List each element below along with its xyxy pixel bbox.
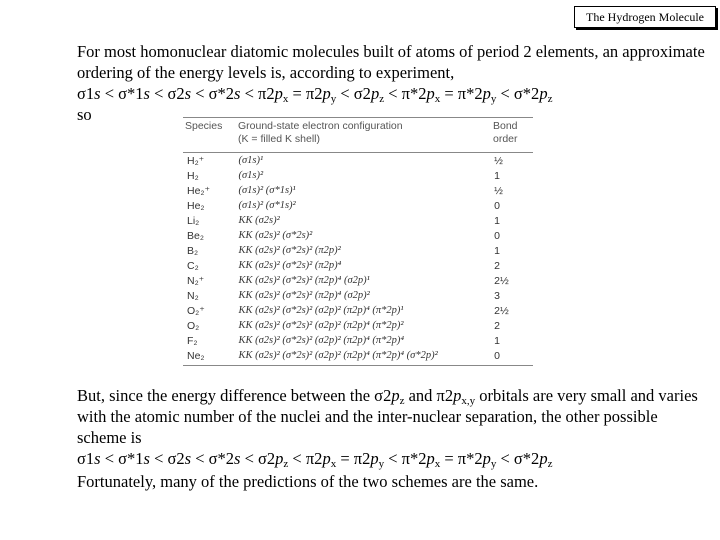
table-row: [183, 213, 533, 228]
species-cell: Be₂: [187, 229, 204, 242]
species-cell: N₂: [187, 289, 199, 302]
config-cell: KK (σ2s)² (σ*2s)² (σ2p)² (π2p)⁴ (π*2p)¹: [238, 305, 404, 316]
bond-order-cell: 1: [494, 214, 500, 227]
table-row: [183, 183, 533, 198]
header-config: [238, 120, 493, 150]
table-row: [183, 348, 533, 363]
species-cell: F₂: [187, 334, 198, 347]
body-paragraph-2: But, since the energy difference between the $\sigma 2p_z$ and $\pi 2p_{x,y}$ orbitals are very small and varies with the atomic number of the nuclei and the inter-nuclear separation, the other possible scheme is: [77, 386, 698, 447]
so-label: so: [77, 105, 92, 124]
table-row: [183, 318, 533, 333]
config-cell: (σ1s)² (σ*1s)¹: [238, 185, 296, 196]
table-row: [183, 243, 533, 258]
config-cell: (σ1s)¹: [238, 155, 264, 166]
table-row: [183, 168, 533, 183]
table-header: [183, 118, 533, 152]
energy-ordering-1: $\sigma 1s < \sigma*1s < \sigma 2s < \sigma*2s < \pi 2p_x = \pi 2p_y < \sigma 2p_z < \pi*2p_x = \pi*2p_y < \sigma*2p_z$: [77, 84, 553, 105]
species-cell: O₂: [187, 319, 200, 332]
header-bond: [493, 120, 533, 150]
conclusion-paragraph: Fortunately, many of the predictions of the two schemes are the same.: [77, 472, 539, 491]
species-cell: H₂: [187, 169, 199, 182]
table-body: [183, 153, 533, 363]
bond-order-cell: 3: [494, 289, 500, 302]
bond-order-cell: 1: [494, 244, 500, 257]
config-cell: KK (σ2s)² (σ*2s)² (σ2p)² (π2p)⁴ (π*2p)⁴ (σ*2p)²: [238, 350, 438, 361]
slide-title-box: [574, 6, 716, 28]
bond-order-cell: 0: [494, 349, 500, 362]
bond-order-cell: 2: [494, 319, 500, 332]
config-cell: KK (σ2s)² (σ*2s)² (π2p)²: [238, 245, 341, 256]
bond-order-cell: 2½: [494, 304, 509, 317]
config-cell: KK (σ2s)² (σ*2s)² (σ2p)² (π2p)⁴ (π*2p)⁴: [238, 335, 405, 346]
table-row: [183, 198, 533, 213]
config-cell: KK (σ2s)² (σ*2s)² (π2p)⁴ (σ2p)¹: [238, 275, 370, 286]
intro-paragraph: For most homonuclear diatomic molecules built of atoms of period 2 elements, an approximate ordering of the energy levels is, according to experiment,: [77, 42, 705, 82]
config-cell: KK (σ2s)² (σ*2s)² (π2p)⁴: [238, 260, 342, 271]
table-row: [183, 273, 533, 288]
bond-order-cell: 0: [494, 199, 500, 212]
species-cell: O₂⁺: [187, 304, 205, 317]
table-row: [183, 333, 533, 348]
slide-title: The Hydrogen Molecule: [586, 10, 704, 24]
table-row: [183, 288, 533, 303]
species-cell: He₂⁺: [187, 184, 211, 197]
species-cell: N₂⁺: [187, 274, 205, 287]
config-cell: (σ1s)²: [238, 170, 264, 181]
config-cell: KK (σ2s)² (σ*2s)²: [238, 230, 313, 241]
species-cell: He₂: [187, 199, 205, 212]
config-cell: KK (σ2s)² (σ*2s)² (π2p)⁴ (σ2p)²: [238, 290, 370, 301]
table-row: [183, 153, 533, 168]
config-cell: KK (σ2s)² (σ*2s)² (σ2p)² (π2p)⁴ (π*2p)²: [238, 320, 404, 331]
header-config-line1: Ground-state electron configuration: [238, 120, 403, 132]
species-cell: C₂: [187, 259, 199, 272]
table-row: [183, 228, 533, 243]
configuration-table: [183, 117, 533, 366]
bond-order-cell: ½: [494, 154, 503, 167]
energy-ordering-2: $\sigma 1s < \sigma*1s < \sigma 2s < \sigma*2s < \sigma 2p_z < \pi 2p_x = \pi 2p_y < \pi*2p_x = \pi*2p_y < \sigma*2p_z$: [77, 449, 553, 470]
bond-order-cell: ½: [494, 184, 503, 197]
header-bond-line2: order: [493, 133, 518, 145]
bond-order-cell: 1: [494, 169, 500, 182]
species-cell: Ne₂: [187, 349, 205, 362]
species-cell: Li₂: [187, 214, 200, 227]
bond-order-cell: 2½: [494, 274, 509, 287]
config-cell: (σ1s)² (σ*1s)²: [238, 200, 296, 211]
header-config-line2: (K = filled K shell): [238, 133, 320, 145]
table-row: [183, 303, 533, 318]
bond-order-cell: 2: [494, 259, 500, 272]
bond-order-cell: 1: [494, 334, 500, 347]
header-species: Species: [185, 120, 223, 132]
species-cell: B₂: [187, 244, 199, 257]
bond-order-cell: 0: [494, 229, 500, 242]
table-row: [183, 258, 533, 273]
header-bond-line1: Bond: [493, 120, 518, 132]
config-cell: KK (σ2s)²: [238, 215, 280, 226]
species-cell: H₂⁺: [187, 154, 205, 167]
